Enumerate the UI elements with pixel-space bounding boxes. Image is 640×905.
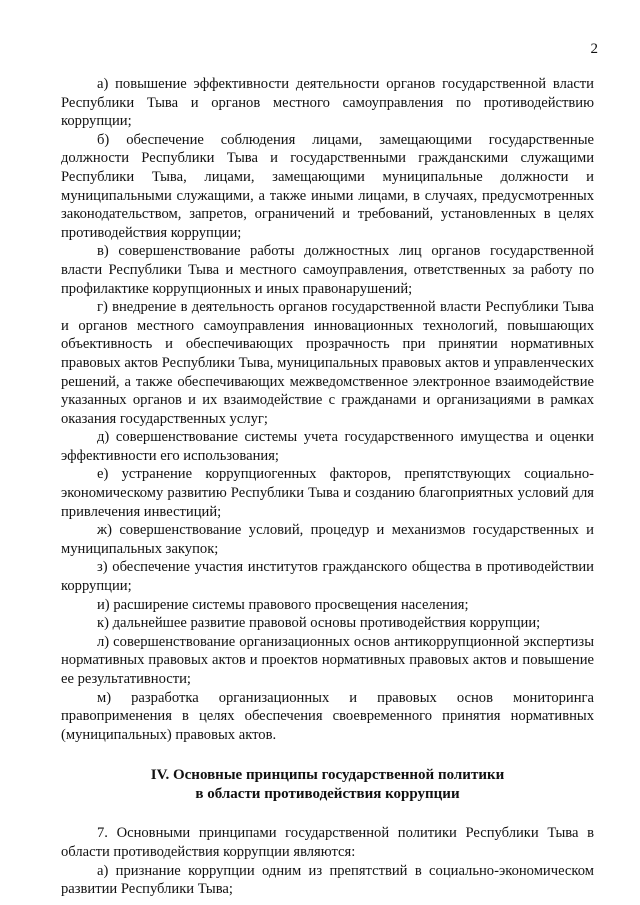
- section-heading: [61, 766, 594, 804]
- list-item-d: д) совершенствование системы учета государственного имущества и оценки эффективности его использования;: [61, 429, 594, 464]
- list-item-e: е) устранение коррупциогенных факторов, препятствующих социально-экономическому развитию Республики Тыва и созданию благоприятных условий для привлечения инвестиций;: [61, 466, 594, 520]
- list-item-v: в) совершенствование работы должностных лиц органов государственной власти Республики Тыва и местного самоуправления, ответственных за работу по профилактике коррупционных и иных правонарушений;: [61, 243, 594, 297]
- list-item-zh: ж) совершенствование условий, процедур и механизмов государственных и муниципальных закупок;: [61, 522, 594, 557]
- document-body: [61, 75, 594, 899]
- list-item-m: м) разработка организационных и правовых основ мониторинга правоприменения в целях обеспечения своевременного принятия нормативных (муниципальных) правовых актов.: [61, 689, 594, 743]
- clause-7: 7. Основными принципами государственной политики Республики Тыва в области противодействия коррупции являются:: [61, 825, 594, 860]
- page-number: 2: [590, 41, 598, 57]
- list-item-a: а) повышение эффективности деятельности органов государственной власти Республики Тыва и органов местного самоуправления по противодействию коррупции;: [61, 76, 594, 130]
- list-item-k: к) дальнейшее развитие правовой основы противодействия коррупции;: [97, 615, 541, 632]
- list-item-i: и) расширение системы правового просвещения населения;: [97, 596, 469, 613]
- list-item-g: г) внедрение в деятельность органов государственной власти Республики Тыва и органов местного самоуправления инновационных технологий, повышающих объективность и обеспечивающих прозрачность при принятии нормативных правовых актов Республики Тыва, муниципальных правовых актов и управленческих решений, а также обеспечивающих межведомственное электронное взаимодействие указанных органов и их взаимодействие с гражданами и организациями в рамках оказания государственных услуг;: [61, 299, 594, 427]
- list-item-b: б) обеспечение соблюдения лицами, замещающими государственные должности Республики Тыва и государственными гражданскими служащими Республики Тыва, лицами, замещающими муниципальные должности и муниципальными служащими, а также иными лицами, в случаях, предусмотренных законодательством, запретов, ограничений и требований, установленных в целях противодействия коррупции;: [61, 131, 594, 241]
- principle-item-a: а) признание коррупции одним из препятствий в социально-экономическом развитии Республики Тыва;: [61, 862, 594, 898]
- list-item-l: л) совершенствование организационных основ антикоррупционной экспертизы нормативных правовых актов и проектов нормативных правовых актов и повышение ее результативности;: [61, 633, 594, 687]
- section-heading-line-1: IV. Основные принципы государственной политики: [150, 767, 505, 784]
- section-heading-line-2: в области противодействия коррупции: [195, 786, 460, 803]
- list-item-z: з) обеспечение участия институтов гражданского общества в противодействии коррупции;: [61, 559, 594, 595]
